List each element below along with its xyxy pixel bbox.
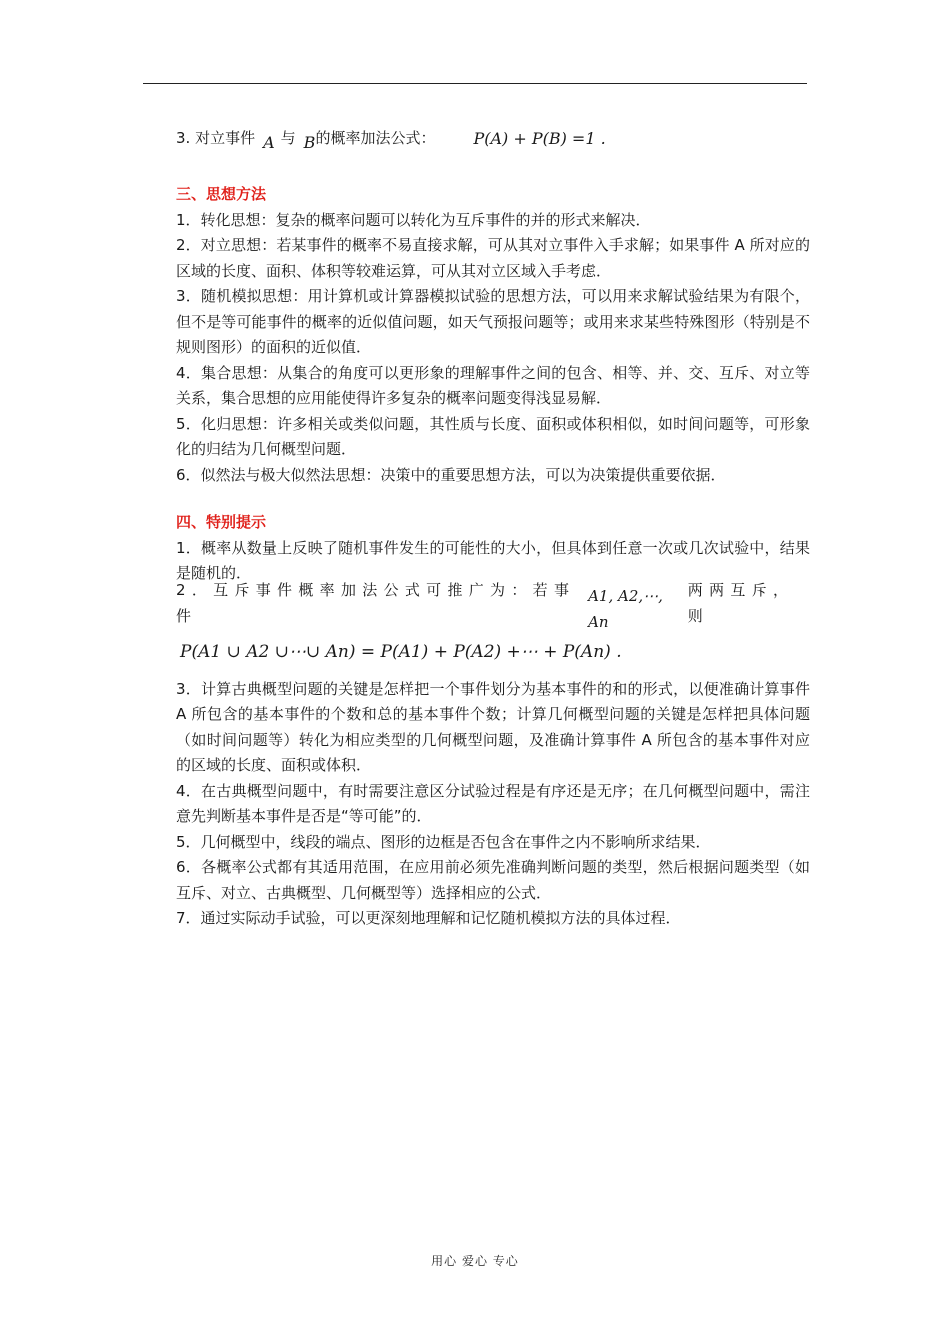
- var-a: A: [263, 133, 275, 153]
- formula-line-prefix: 3. 对立事件: [176, 129, 256, 148]
- section-heading-tips: 四、特别提示: [176, 513, 267, 531]
- list-item: 1．转化思想：复杂的概率问题可以转化为互斥事件的并的形式来解决．: [176, 210, 651, 229]
- list-item: 3．随机模拟思想：用计算机或计算器模拟试验的思想方法，可以用来求解试验结果为有限个，但不是等可能事件的概率的近似值问题，如天气预报问题等；或用来求某些特殊图形（特别是不规则图形）的面积的近似值．: [176, 287, 810, 356]
- list-item: 7．通过实际动手试验，可以更深刻地理解和记忆随机模拟方法的具体过程．: [176, 909, 681, 927]
- formula-line-mid: 与: [280, 129, 296, 148]
- page-footer: 用心 爱心 专心: [431, 1254, 519, 1268]
- section-heading-methods: 三、思想方法: [176, 185, 267, 203]
- formula-line-3: [176, 118, 810, 160]
- union-formula: P(A1 ∪ A2 ∪⋯∪ An) = P(A1) + P(A2) +⋯ + P(An) .: [180, 641, 622, 662]
- header-rule: [143, 83, 807, 84]
- complement-formula: P(A) + P(B) =1 .: [473, 129, 606, 149]
- union-rule-suffix: 两两互斥，则: [687, 581, 795, 625]
- list-item: 4．在古典概型问题中，有时需要注意区分试验过程是有序还是无序；在几何概型问题中，需注意先判断基本事件是否是“等可能”的．: [176, 781, 810, 825]
- list-item: 5．几何概型中，线段的端点、图形的边框是否包含在事件之内不影响所求结果．: [176, 832, 711, 851]
- list-item: 6．各概率公式都有其适用范围，在应用前必须先准确判断问题的类型，然后根据问题类型（如互斥、对立、古典概型、几何概型等）选择相应的公式．: [176, 858, 810, 902]
- list-item: 3．计算古典概型问题的关键是怎样把一个事件划分为基本事件的和的形式，以便准确计算事件 A 所包含的基本事件的个数和总的基本事件个数；计算几何概型问题的关键是怎样把具体问题（如时间问题等）转化为相应类型的几何概型问题，及准确计算事件 A 所包含的基本事件对应的区域的长度、面积或体积．: [176, 679, 810, 774]
- var-b: B: [303, 133, 316, 153]
- union-rule-line: [176, 581, 810, 631]
- list-item: 4．集合思想：从集合的角度可以更形象的理解事件之间的包含、相等、并、交、互斥、对立等关系，集合思想的应用能使得许多复杂的概率问题变得浅显易解．: [176, 363, 810, 407]
- union-rule-prefix: 2．互斥事件概率加法公式可推广为：若事件: [176, 581, 576, 625]
- formula-line-suffix: 的概率加法公式：: [315, 129, 436, 148]
- document-body: [176, 118, 810, 932]
- list-item: 2．对立思想：若某事件的概率不易直接求解，可从其对立事件入手求解；如果事件 A 所对应的区域的长度、面积、体积等较难运算，可从其对立区域入手考虑．: [176, 236, 810, 280]
- list-item: 1．概率从数量上反映了随机事件发生的可能性的大小，但具体到任意一次或几次试验中，结果是随机的．: [176, 538, 810, 582]
- list-item: 5．化归思想：许多相关或类似问题，其性质与长度、面积或体积相似，如时间问题等，可形象化的归结为几何概型问题．: [176, 414, 810, 458]
- event-sequence: A1, A2,⋯, An: [588, 587, 663, 631]
- list-item: 6．似然法与极大似然法思想：决策中的重要思想方法，可以为决策提供重要依据．: [176, 465, 726, 484]
